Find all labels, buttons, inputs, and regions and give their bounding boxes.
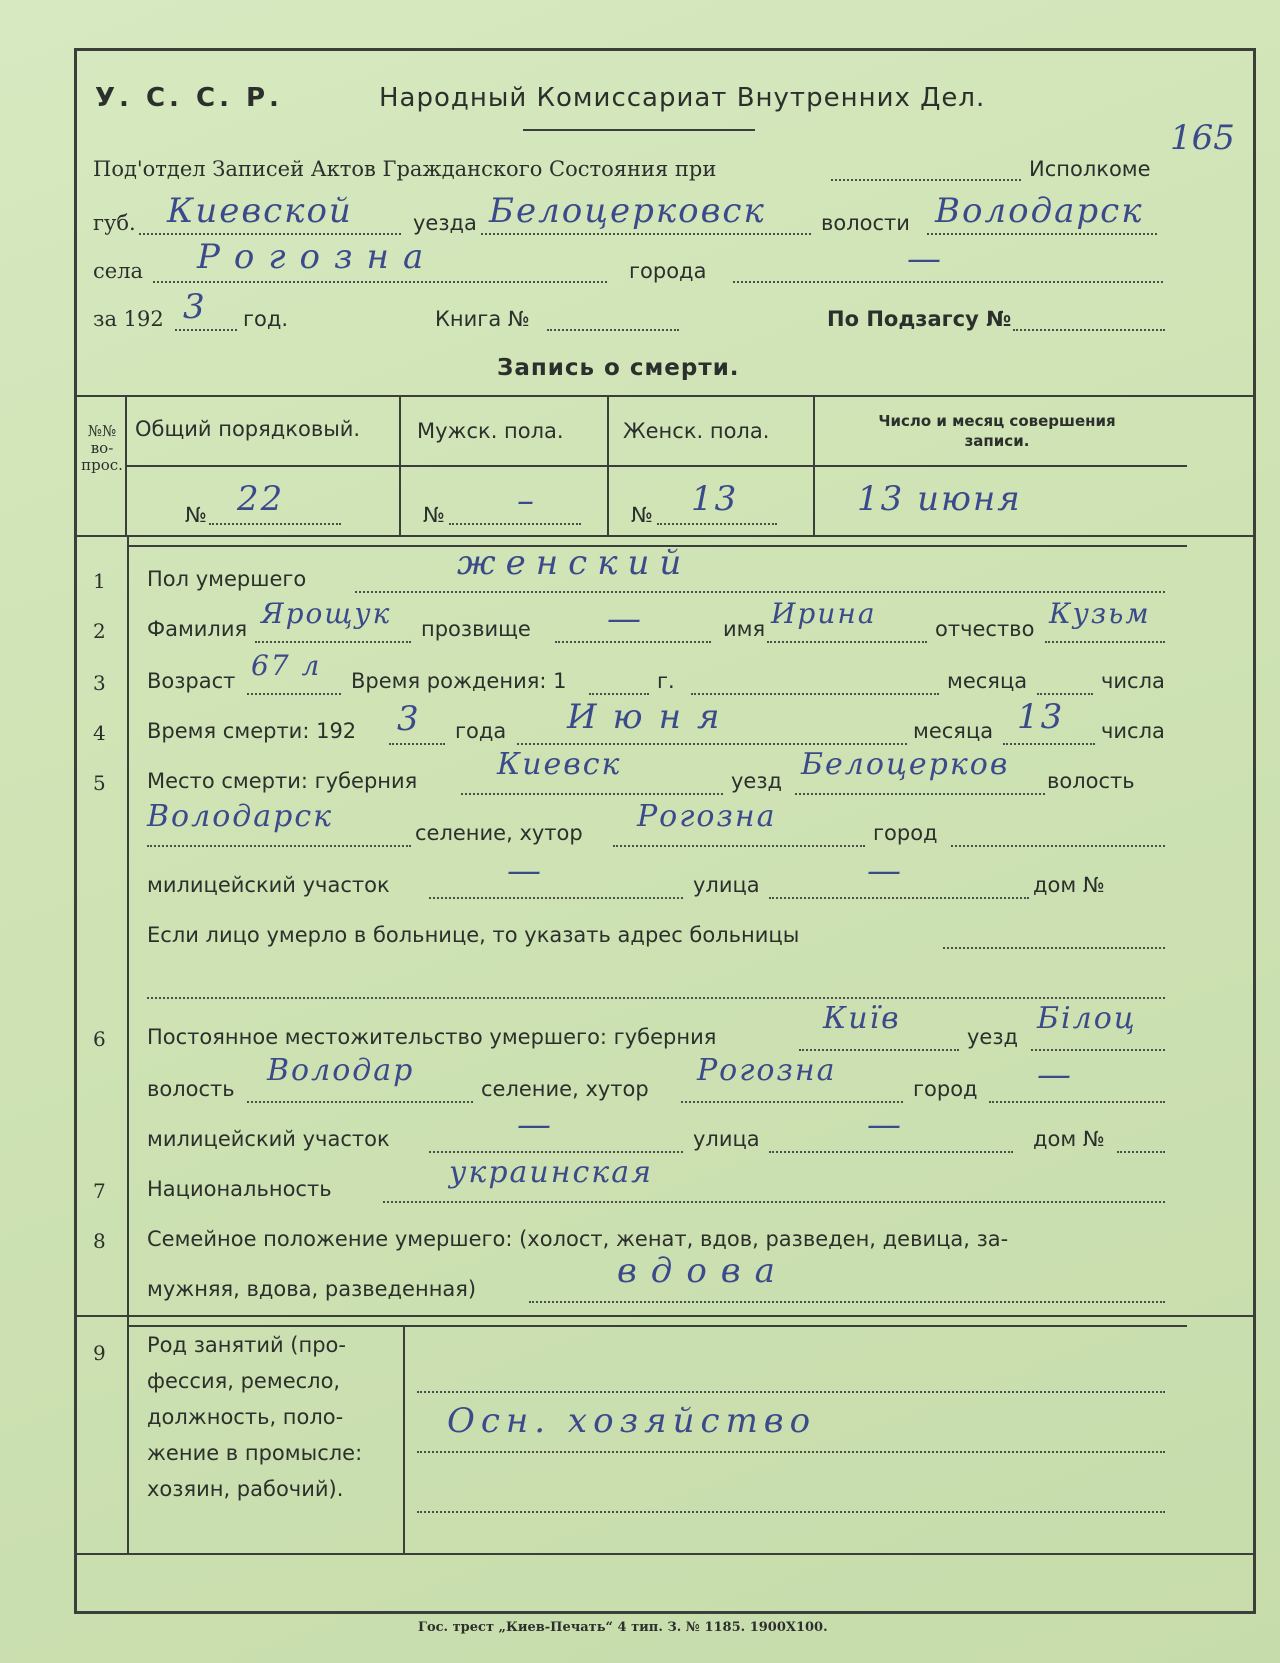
occupation-value: Осн. хозяйство <box>447 1401 817 1441</box>
res-volost: Володар <box>267 1053 415 1088</box>
female-value: 13 <box>691 479 739 519</box>
gorod-value: — <box>907 239 943 279</box>
name-label: имя <box>723 617 766 641</box>
item-number: 6 <box>93 1027 106 1051</box>
res-volost-label: волость <box>147 1077 235 1101</box>
place-selo-label: селение, хутор <box>415 821 583 845</box>
male-value: – <box>517 481 536 521</box>
res-gorod-label: город <box>913 1077 978 1101</box>
res-gub: Київ <box>823 1001 901 1036</box>
death-year: 3 <box>397 699 421 739</box>
age-label: Возраст <box>147 669 236 693</box>
male-no: № <box>423 503 445 527</box>
subdept-end: Исполкоме <box>1029 157 1151 181</box>
item-number: 4 <box>93 721 106 745</box>
uezd-value: Белоцерковск <box>489 191 766 231</box>
gub-label: губ. <box>93 211 136 235</box>
res-uezd: Білоц <box>1037 1001 1137 1036</box>
col-question-header: №№ во- прос. <box>81 422 123 474</box>
general-no: № <box>185 503 207 527</box>
res-selo-label: селение, хутор <box>481 1077 649 1101</box>
family-label-2: мужняя, вдова, разведенная) <box>147 1277 477 1301</box>
occupation-label: должность, поло- <box>147 1405 344 1429</box>
street-label: улица <box>693 873 760 897</box>
place-gorod-label: город <box>873 821 938 845</box>
street-value: — <box>867 851 903 891</box>
res-selo: Рогозна <box>697 1053 837 1088</box>
patr-label: отчество <box>935 617 1035 641</box>
birth-label: Время рождения: 1 <box>351 669 567 693</box>
res-militia-label: милицейский участок <box>147 1127 390 1151</box>
place-selo: Рогозна <box>637 799 777 834</box>
death-year-suffix: года <box>455 719 507 743</box>
death-day: 13 <box>1017 697 1065 737</box>
nat-value: украинская <box>449 1155 653 1190</box>
res-street: — <box>867 1105 903 1145</box>
general-value: 22 <box>237 479 285 519</box>
death-label: Время смерти: 192 <box>147 719 357 743</box>
year-suffix: год. <box>243 307 289 331</box>
selo-value: Рогозна <box>197 237 438 277</box>
item-number: 9 <box>93 1341 106 1365</box>
nick-value: — <box>607 599 643 639</box>
book-label: Книга № <box>435 307 530 331</box>
uezd-label: уезда <box>413 211 477 235</box>
volost-value: Володарск <box>935 191 1144 231</box>
item-number: 3 <box>93 671 106 695</box>
volost-label: волости <box>821 211 910 235</box>
res-street-label: улица <box>693 1127 760 1151</box>
page-number: 165 <box>1170 118 1235 158</box>
item-number: 5 <box>93 771 106 795</box>
occupation-label: хозяин, рабочий). <box>147 1477 344 1501</box>
item-number: 7 <box>93 1179 106 1203</box>
col-female-header: Женск. пола. <box>623 419 770 443</box>
selo-label: села <box>93 259 144 283</box>
res-uezd-label: уезд <box>967 1025 1019 1049</box>
surname-value: Ярощук <box>261 597 392 630</box>
family-value: вдова <box>617 1251 789 1291</box>
death-record-form <box>74 48 1256 1614</box>
death-month-label: месяца <box>913 719 994 743</box>
col-date-header: Число и месяц совершения записи. <box>878 412 1116 450</box>
militia-value: — <box>507 851 543 891</box>
item-number: 8 <box>93 1229 106 1253</box>
podzags-label: По Подзагсу № <box>827 307 1012 331</box>
item-number: 1 <box>93 569 106 593</box>
gorod-label: города <box>629 259 707 283</box>
header-rule <box>523 129 755 131</box>
sex-value: женский <box>457 543 692 583</box>
date-value: 13 июня <box>857 479 1022 519</box>
place-uezd-label: уезд <box>731 769 783 793</box>
subdept-line: Под'отдел Записей Актов Гражданского Состояния при <box>93 157 717 181</box>
sex-label: Пол умершего <box>147 567 307 591</box>
female-no: № <box>631 503 653 527</box>
occupation-label: Род занятий (про- <box>147 1333 346 1357</box>
year-value: 3 <box>183 287 207 327</box>
occupation-label: жение в промысле: <box>147 1441 363 1465</box>
age-value: 67 л <box>251 649 322 682</box>
printer-imprint: Гос. трест „Киев-Печать“ 4 тип. З. № 1185. 1900Х100. <box>418 1620 828 1635</box>
occupation-label: фессия, ремесло, <box>147 1369 341 1393</box>
place-uezd: Белоцерков <box>801 747 1010 782</box>
death-day-label: числа <box>1101 719 1165 743</box>
res-militia: — <box>517 1105 553 1145</box>
name-value: Ирина <box>771 597 877 630</box>
place-volost-label: волость <box>1047 769 1135 793</box>
birth-g-label: г. <box>657 669 675 693</box>
col-male-header: Мужск. пола. <box>417 419 564 443</box>
place-volost: Володарск <box>147 799 334 834</box>
surname-label: Фамилия <box>147 617 248 641</box>
birth-month-label: месяца <box>947 669 1028 693</box>
col-general-header: Общий порядковый. <box>135 417 361 441</box>
family-label-1: Семейное положение умершего: (холост, женат, вдов, разведен, девица, за- <box>147 1227 1009 1251</box>
ministry-title: Народный Комиссариат Внутренних Дел. <box>379 83 986 113</box>
patr-value: Кузьм <box>1049 597 1151 630</box>
hospital-label: Если лицо умерло в больнице, то указать адрес больницы <box>147 923 800 947</box>
record-title: Запись о смерти. <box>497 355 740 381</box>
year-prefix: за 192 <box>93 307 164 331</box>
house-label: дом № <box>1033 873 1105 897</box>
birth-day-label: числа <box>1101 669 1165 693</box>
place-label: Место смерти: губерния <box>147 769 418 793</box>
item-number: 2 <box>93 619 106 643</box>
place-gub: Киевск <box>497 747 622 782</box>
gub-value: Киевской <box>167 191 353 231</box>
militia-label: милицейский участок <box>147 873 390 897</box>
state-title: У. С. С. Р. <box>95 83 283 113</box>
res-house-label: дом № <box>1033 1127 1105 1151</box>
res-gorod: — <box>1037 1055 1073 1095</box>
nick-label: прозвище <box>421 617 531 641</box>
res-label: Постоянное местожительство умершего: губерния <box>147 1025 717 1049</box>
death-month: Июня <box>567 697 736 737</box>
nat-label: Национальность <box>147 1177 332 1201</box>
